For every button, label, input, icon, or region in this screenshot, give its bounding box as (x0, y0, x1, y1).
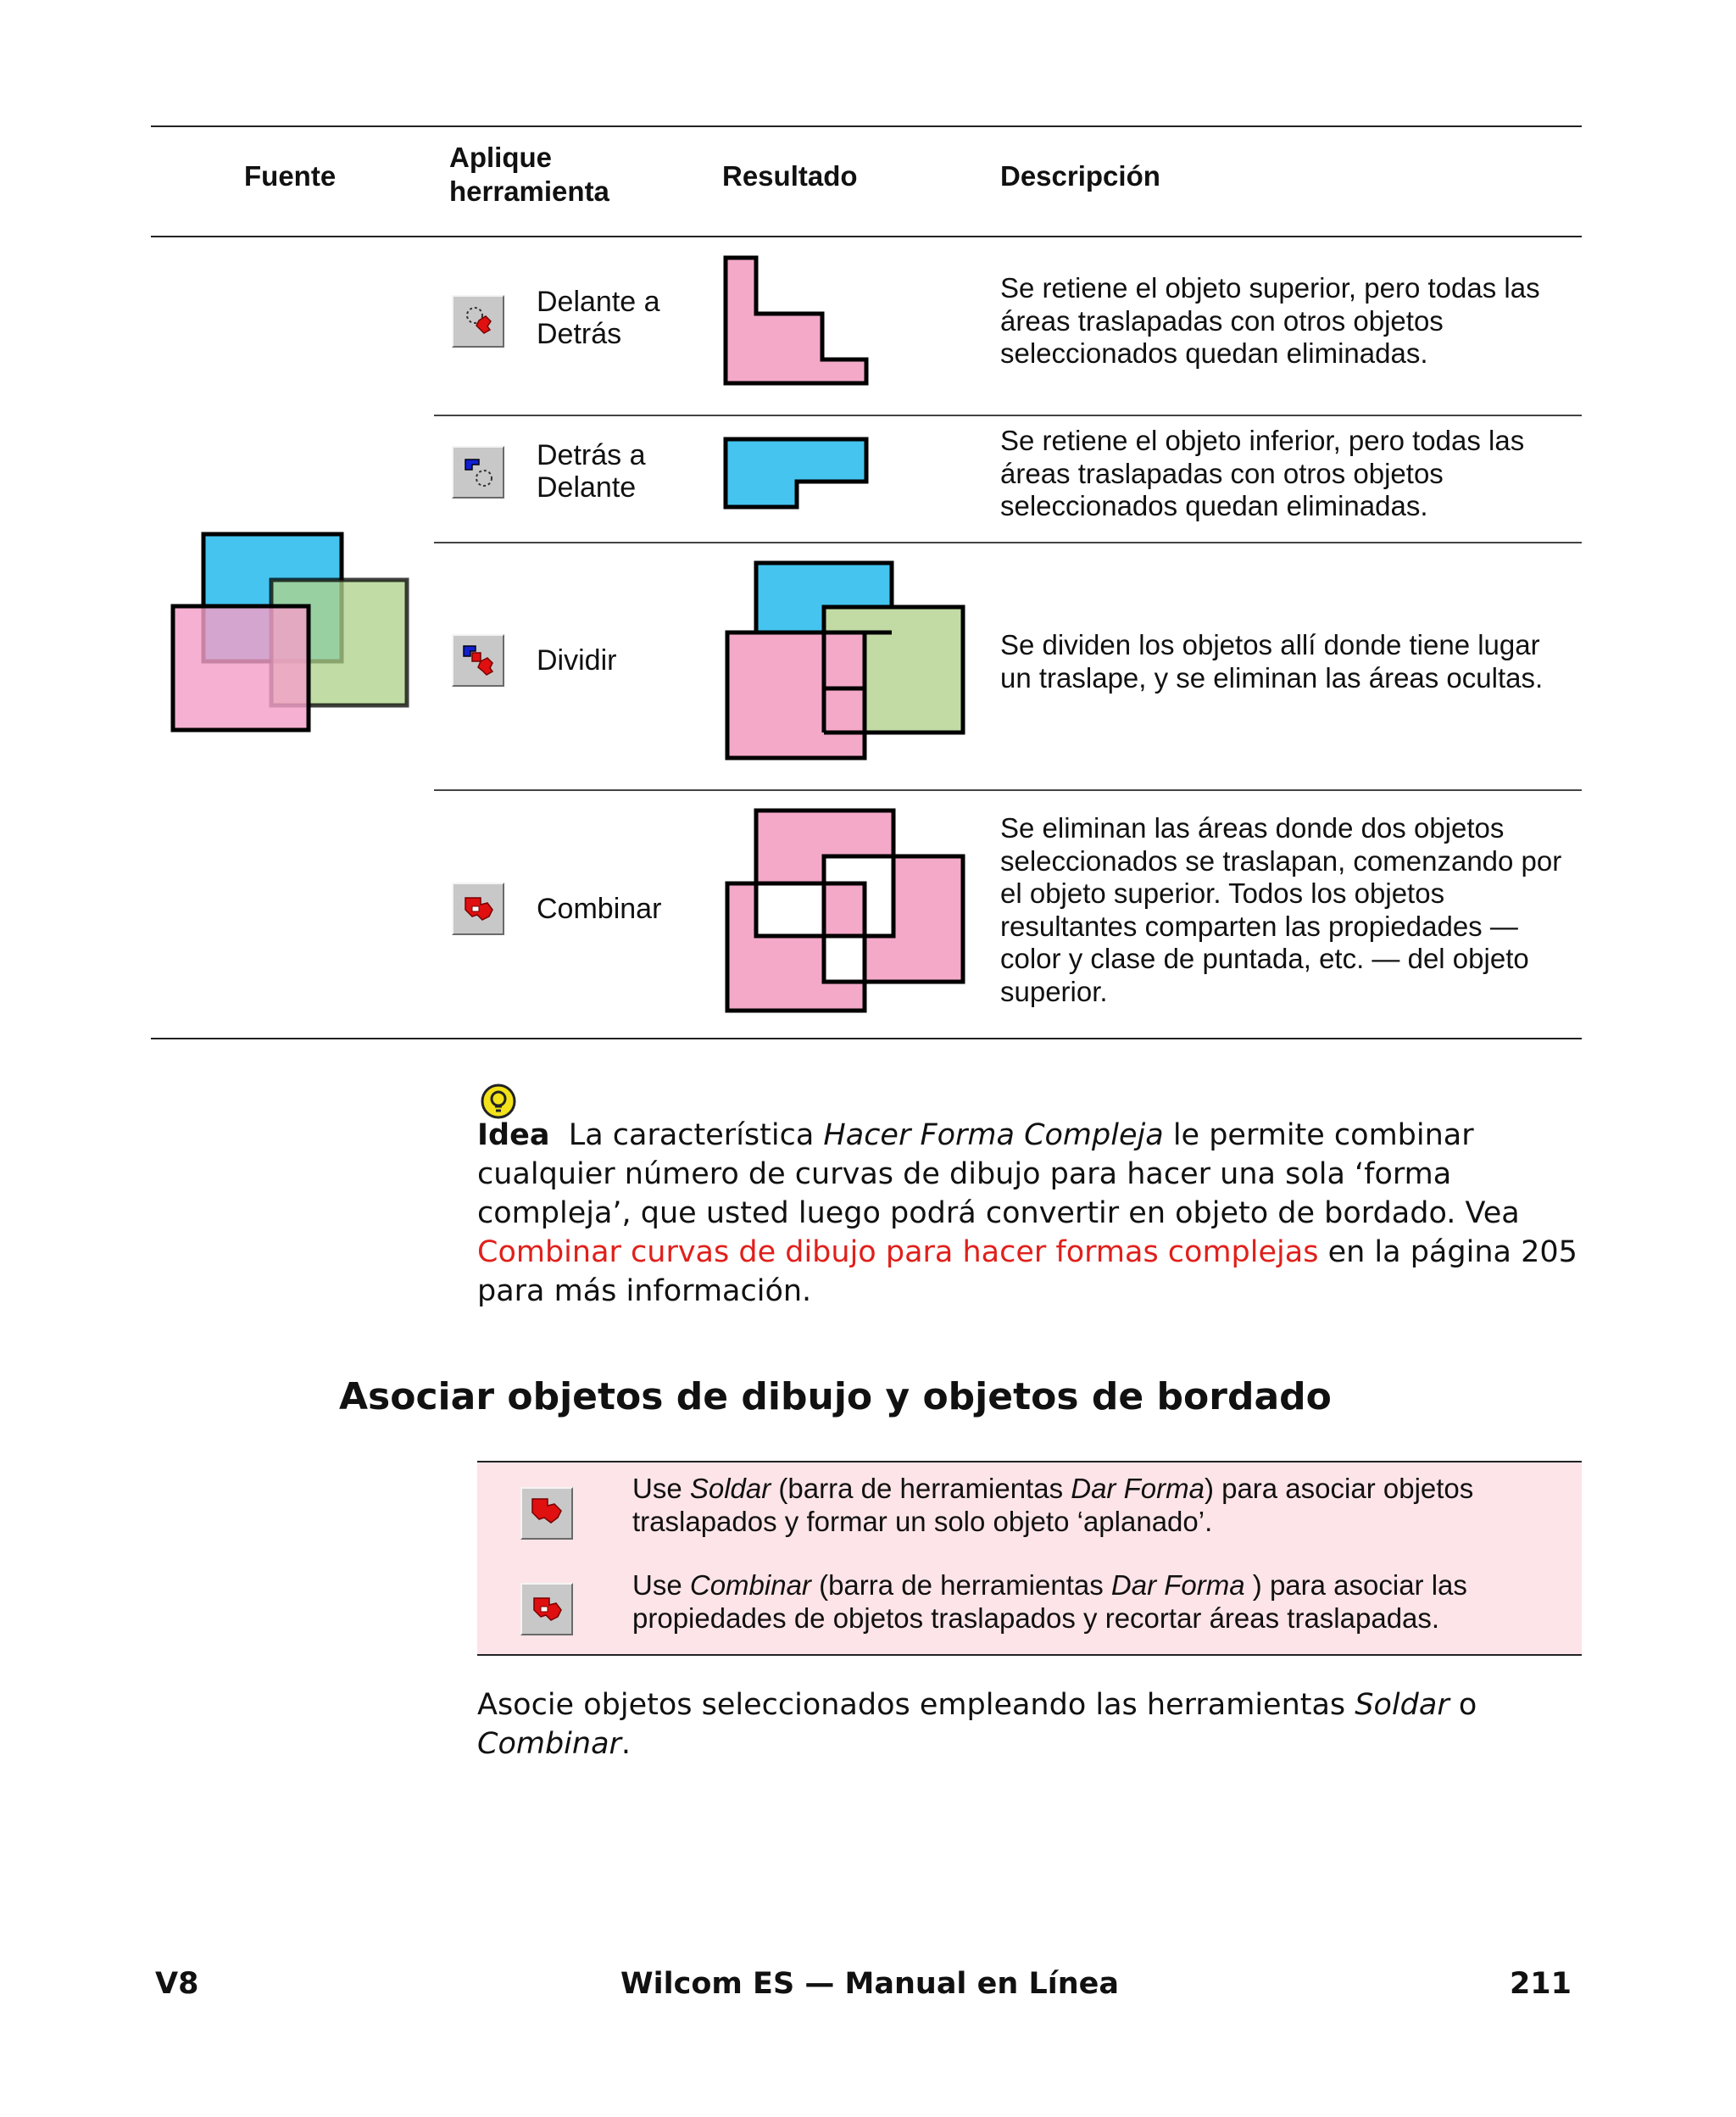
footer-title: Wilcom ES — Manual en Línea (620, 1967, 1120, 2001)
idea-text-after: en la página 205 para más información. (477, 1235, 1577, 1308)
idea-text-middle: le permite combinar cualquier número de curvas de dibujo para hacer una sola ‘forma compleja’, que usted luego podrá convertir en objeto de bordado. Vea (477, 1118, 1520, 1230)
weld-icon (532, 1499, 561, 1523)
idea-text-before: La característica (568, 1118, 824, 1152)
weld-toolbar-name: Dar Forma (1071, 1473, 1205, 1504)
result-divide (722, 560, 973, 763)
combine-tool-button[interactable] (452, 883, 504, 935)
weld-suffix: ) para asociar objetos traslapados y formar un solo objeto ‘aplanado’. (632, 1473, 1474, 1537)
weld-tool-button[interactable] (520, 1487, 573, 1540)
description-back-to-front: Se retiene el objeto inferior, pero todas las áreas traslapadas con otros objetos seleccionados quedan eliminadas. (1000, 425, 1525, 521)
header-result: Resultado (722, 160, 858, 192)
assoc-tool-combine: Combinar (477, 1727, 621, 1761)
row-divider (434, 415, 1582, 416)
tool-label-front-to-back: Delante a Detrás (537, 286, 660, 350)
combine-tool-button-2[interactable] (520, 1583, 573, 1635)
source-pink-square (173, 606, 309, 730)
source-shapes-figure (165, 527, 420, 734)
section-heading: Asociar objetos de dibujo y objetos de bordado (339, 1375, 1332, 1418)
idea-note (477, 1116, 1579, 1311)
tool-label-back-to-front: Detrás a Delante (537, 439, 646, 504)
weld-tool-name: Soldar (689, 1473, 771, 1504)
combine-prefix: Use (632, 1569, 690, 1601)
combine-tool-name: Combinar (689, 1569, 811, 1601)
result-combine (722, 807, 973, 1017)
lightbulb-icon (480, 1083, 517, 1120)
weld-instruction (632, 1473, 1573, 1538)
associate-paragraph (477, 1685, 1579, 1763)
assoc-tool-weld: Soldar (1355, 1688, 1449, 1722)
table-header-rule (151, 236, 1582, 237)
back-to-front-icon (465, 460, 479, 470)
row-divider (434, 542, 1582, 543)
idea-label: Idea (477, 1118, 550, 1152)
combine-mid: (barra de herramientas (810, 1569, 1111, 1601)
assoc-text-before: Asocie objetos seleccionados empleando las herramientas (477, 1688, 1355, 1722)
description-front-to-back: Se retiene el objeto superior, pero todas las áreas traslapadas con otros objetos seleccionados quedan eliminadas. (1000, 272, 1540, 369)
footer-version: V8 (155, 1967, 199, 2001)
header-description: Descripción (1000, 160, 1160, 192)
idea-feature-name: Hacer Forma Compleja (823, 1118, 1164, 1152)
assoc-text-after: . (620, 1727, 632, 1761)
divide-tool-button[interactable] (452, 634, 504, 687)
table-bottom-rule (151, 1038, 1582, 1039)
tool-label-divide: Dividir (537, 644, 617, 677)
row-divider (434, 789, 1582, 791)
back-to-front-tool-button[interactable] (452, 446, 504, 499)
idea-cross-reference-link[interactable]: Combinar curvas de dibujo para hacer formas complejas (477, 1235, 1319, 1269)
front-to-back-tool-button[interactable] (452, 295, 504, 348)
description-combine: Se eliminan las áreas donde dos objetos seleccionados se traslapan, comenzando por el objeto superior. Todos los objetos resultantes comparten las propiedades — color y clase de puntada, etc. — del objeto superior. (1000, 812, 1562, 1007)
weld-prefix: Use (632, 1473, 690, 1504)
combine-instruction (632, 1569, 1573, 1635)
assoc-text-mid: o (1449, 1688, 1477, 1722)
table-top-rule (151, 125, 1582, 127)
combine-toolbar-name: Dar Forma (1110, 1569, 1253, 1601)
tool-label-combine: Combinar (537, 893, 662, 925)
description-divide: Se dividen los objetos allí donde tiene lugar un traslape, y se eliminan las áreas ocultas. (1000, 629, 1544, 694)
result-front-to-back (722, 254, 875, 390)
weld-mid: (barra de herramientas (771, 1473, 1071, 1504)
header-source: Fuente (244, 160, 337, 192)
result-back-to-front (722, 434, 875, 512)
combine-suffix: ) para asociar las propiedades de objetos traslapados y recortar áreas traslapadas. (632, 1569, 1467, 1634)
header-apply-tool: Aplique herramienta (449, 142, 609, 207)
page-number: 211 (1509, 1967, 1572, 2001)
